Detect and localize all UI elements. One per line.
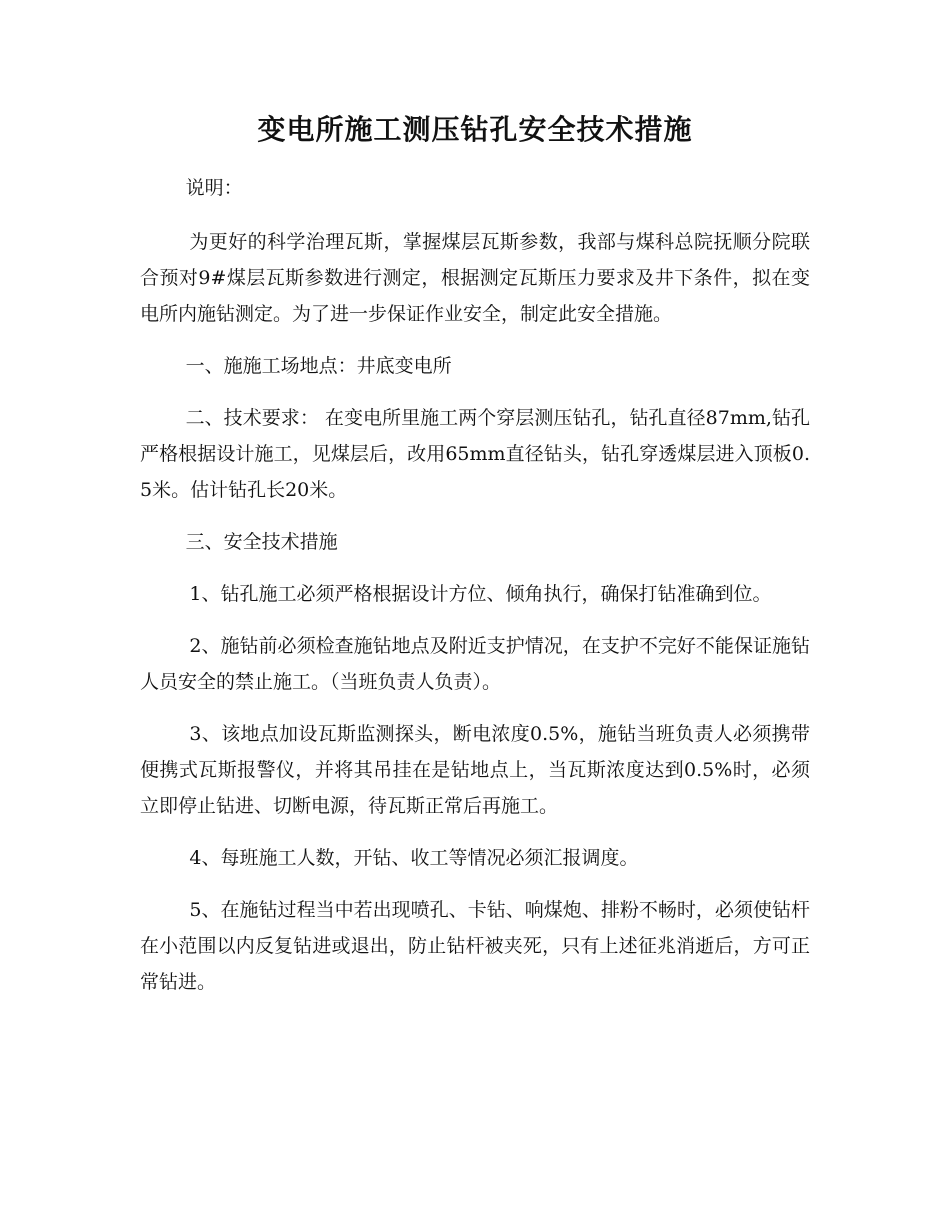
document-page — [140, 108, 810, 1016]
paragraph-section-1: 一、施施工场地点：井底变电所 — [185, 355, 452, 377]
paragraph-item-2: 2、施钻前必须检查施钻地点及附近支护情况，在支护不完好不能保证施钻人员安全的禁止施工。（当班负责人负责）。 — [140, 635, 810, 693]
paragraph-item-5: 5、在施钻过程当中若出现喷孔、卡钻、响煤炮、排粉不畅时，必须使钻杆在小范围以内反复钻进或退出，防止钻杆被夹死，只有上述征兆消逝后，方可正常钻进。 — [140, 899, 810, 993]
paragraph-item-1: 1、钻孔施工必须严格根据设计方位、倾角执行，确保打钻准确到位。 — [189, 583, 772, 605]
paragraph-section-2: 二、技术要求： 在变电所里施工两个穿层测压钻孔，钻孔直径87mm,钻孔严格根据设计施工，见煤层后，改用65mm直径钻头，钻孔穿透煤层进入顶板0.5米。估计钻孔长20米。 — [140, 407, 810, 501]
paragraph-item-4: 4、每班施工人数，开钻、收工等情况必须汇报调度。 — [189, 847, 639, 869]
intro-label: 说明： — [185, 177, 243, 199]
paragraph-section-3: 三、安全技术措施 — [185, 531, 338, 553]
paragraph-intro: 为更好的科学治理瓦斯，掌握煤层瓦斯参数，我部与煤科总院抚顺分院联合预对9#煤层瓦斯参数进行测定，根据测定瓦斯压力要求及井下条件，拟在变电所内施钻测定。为了进一步保证作业安全，制定此安全措施。 — [140, 231, 810, 325]
document-title: 变电所施工测压钻孔安全技术措施 — [257, 113, 693, 146]
paragraph-item-3: 3、该地点加设瓦斯监测探头，断电浓度0.5%，施钻当班负责人必须携带便携式瓦斯报警仪，并将其吊挂在是钻地点上，当瓦斯浓度达到0.5%时，必须立即停止钻进、切断电源，待瓦斯正常后再施工。 — [140, 723, 810, 817]
